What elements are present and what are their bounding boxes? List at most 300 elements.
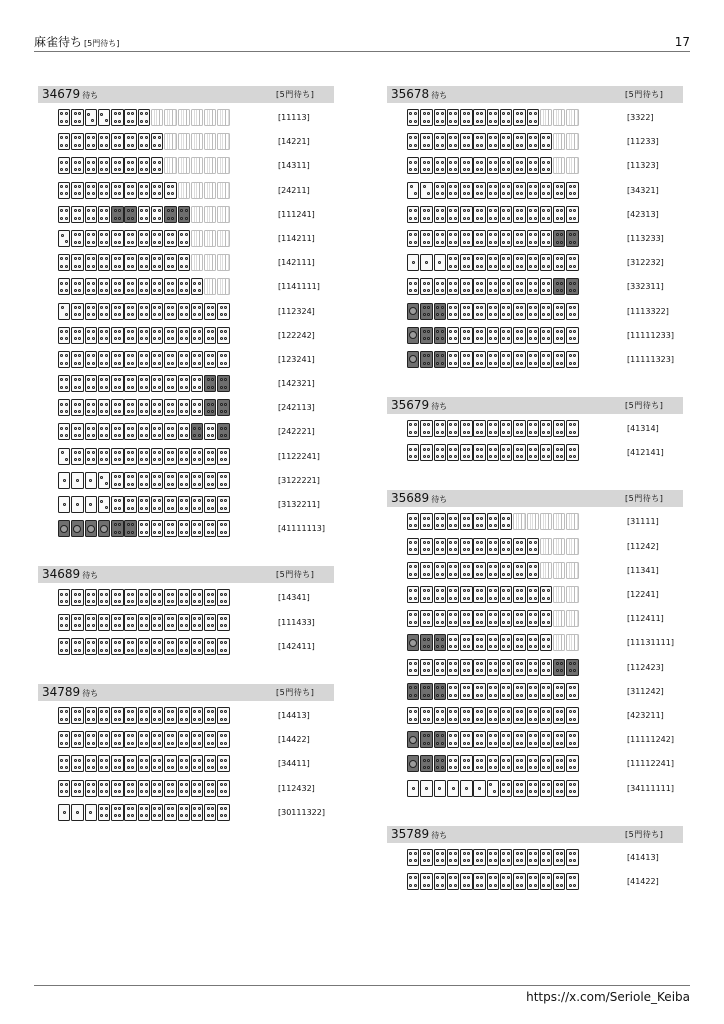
pin-tile-icon	[111, 472, 123, 489]
pin-tile-icon	[151, 230, 163, 247]
pin-tile-icon	[151, 327, 163, 344]
dark-tile-icon	[191, 423, 203, 440]
hand-tiles	[58, 351, 244, 369]
pin-tile-icon	[124, 472, 136, 489]
pin-tile-icon	[85, 755, 97, 772]
hand-tiles	[407, 157, 593, 175]
pin-tile-icon	[124, 303, 136, 320]
pin-tile-icon	[500, 303, 512, 320]
hand-row	[38, 349, 334, 373]
pin-tile-icon	[85, 804, 97, 821]
pin-tile-icon	[487, 634, 499, 651]
group-label: [5門待ち]	[625, 494, 664, 504]
hand-tiles	[407, 707, 593, 725]
pin-tile-icon	[500, 278, 512, 295]
pin-tile-icon	[71, 804, 83, 821]
pin-tile-icon	[151, 303, 163, 320]
pin-tile-icon	[527, 206, 539, 223]
pin-tile-icon	[151, 448, 163, 465]
pin-tile-icon	[527, 133, 539, 150]
pin-tile-icon	[111, 278, 123, 295]
pin-tile-icon	[420, 610, 432, 627]
pin-tile-icon	[58, 589, 70, 606]
pin-tile-icon	[460, 849, 472, 866]
pin-tile-icon	[460, 873, 472, 890]
hand-row	[38, 753, 334, 777]
pin-tile-icon	[71, 375, 83, 392]
hand-code: [122242]	[278, 330, 315, 340]
pin-tile-icon	[85, 638, 97, 655]
pin-tile-icon	[434, 586, 446, 603]
pin-tile-icon	[527, 755, 539, 772]
pin-tile-icon	[420, 849, 432, 866]
pin-tile-icon	[178, 638, 190, 655]
pin-tile-icon	[98, 157, 110, 174]
hand-code: [14341]	[278, 593, 310, 603]
pin-tile-icon	[500, 731, 512, 748]
tile-back-icon	[191, 157, 203, 174]
pin-tile-icon	[164, 731, 176, 748]
pin-tile-icon	[487, 873, 499, 890]
pin-tile-icon	[540, 444, 552, 461]
hand-tiles	[58, 206, 244, 224]
pin-tile-icon	[151, 423, 163, 440]
pin-tile-icon	[500, 133, 512, 150]
pin-tile-icon	[178, 423, 190, 440]
pin-tile-icon	[111, 638, 123, 655]
pin-tile-icon	[85, 375, 97, 392]
pin-tile-icon	[420, 586, 432, 603]
pin-tile-icon	[164, 375, 176, 392]
pin-tile-icon	[138, 109, 150, 126]
pin-tile-icon	[566, 707, 578, 724]
hand-tiles	[58, 133, 244, 151]
wait-group	[38, 684, 334, 826]
group-number: 34679	[42, 87, 81, 101]
pin-tile-icon	[58, 707, 70, 724]
pin-tile-icon	[138, 804, 150, 821]
tile-back-icon	[566, 157, 578, 174]
pin-tile-icon	[138, 589, 150, 606]
pin-tile-icon	[71, 351, 83, 368]
pin-tile-icon	[58, 303, 70, 320]
tile-back-icon	[164, 133, 176, 150]
pin-tile-icon	[138, 182, 150, 199]
pin-tile-icon	[124, 182, 136, 199]
pin-tile-icon	[540, 327, 552, 344]
pin-tile-icon	[178, 731, 190, 748]
pin-tile-icon	[178, 230, 190, 247]
pin-tile-icon	[540, 157, 552, 174]
pin-tile-icon	[447, 230, 459, 247]
pin-tile-icon	[138, 133, 150, 150]
group-number: 35679	[391, 398, 430, 413]
tile-back-icon	[566, 133, 578, 150]
hand-row	[387, 778, 683, 802]
hand-code: [34111111]	[627, 783, 674, 793]
pin-tile-icon	[178, 780, 190, 797]
pin-tile-icon	[138, 614, 150, 631]
pin-tile-icon	[447, 420, 459, 437]
pin-tile-icon	[473, 873, 485, 890]
pin-tile-icon	[447, 731, 459, 748]
pin-tile-icon	[151, 731, 163, 748]
pin-tile-icon	[85, 399, 97, 416]
pin-tile-icon	[513, 586, 525, 603]
hand-row	[38, 705, 334, 729]
pin-tile-icon	[500, 206, 512, 223]
pin-tile-icon	[85, 182, 97, 199]
pin-tile-icon	[500, 157, 512, 174]
pin-tile-icon	[553, 182, 565, 199]
pin-tile-icon	[487, 538, 499, 555]
pin-tile-icon	[527, 610, 539, 627]
pin-tile-icon	[500, 444, 512, 461]
pin-tile-icon	[434, 157, 446, 174]
pin-tile-icon	[164, 254, 176, 271]
pin-tile-icon	[98, 206, 110, 223]
pin-tile-icon	[407, 230, 419, 247]
dark-tile-icon	[434, 327, 446, 344]
hand-tiles	[58, 399, 244, 417]
pin-tile-icon	[98, 230, 110, 247]
tile-back-icon	[540, 513, 552, 530]
tile-back-icon	[178, 182, 190, 199]
hand-tiles	[407, 327, 593, 345]
pin-tile-icon	[447, 562, 459, 579]
group-title	[391, 826, 447, 844]
hand-code: [11111233]	[627, 330, 674, 340]
pin-tile-icon	[420, 659, 432, 676]
dark-one-pin-tile-icon	[71, 520, 83, 537]
pin-tile-icon	[500, 707, 512, 724]
pin-tile-icon	[178, 254, 190, 271]
page-subtitle: [5門待ち]	[84, 39, 120, 48]
pin-tile-icon	[473, 278, 485, 295]
pin-tile-icon	[460, 182, 472, 199]
pin-tile-icon	[407, 254, 419, 271]
pin-tile-icon	[98, 731, 110, 748]
pin-tile-icon	[204, 423, 216, 440]
group-title	[391, 86, 447, 104]
pin-tile-icon	[85, 206, 97, 223]
pin-tile-icon	[460, 206, 472, 223]
pin-tile-icon	[124, 755, 136, 772]
pin-tile-icon	[460, 513, 472, 530]
pin-tile-icon	[460, 109, 472, 126]
dark-one-pin-tile-icon	[407, 327, 419, 344]
wait-group	[38, 566, 334, 660]
pin-tile-icon	[204, 731, 216, 748]
pin-tile-icon	[164, 303, 176, 320]
dark-tile-icon	[553, 659, 565, 676]
pin-tile-icon	[151, 614, 163, 631]
pin-tile-icon	[566, 849, 578, 866]
pin-tile-icon	[71, 423, 83, 440]
pin-tile-icon	[527, 351, 539, 368]
pin-tile-icon	[434, 610, 446, 627]
hand-tiles	[58, 589, 244, 607]
dark-tile-icon	[164, 206, 176, 223]
pin-tile-icon	[98, 133, 110, 150]
hand-tiles	[407, 538, 593, 556]
hand-row	[387, 107, 683, 131]
hand-code: [41422]	[627, 876, 659, 886]
pin-tile-icon	[566, 444, 578, 461]
tile-back-icon	[204, 109, 216, 126]
pin-tile-icon	[191, 327, 203, 344]
pin-tile-icon	[58, 109, 70, 126]
pin-tile-icon	[540, 683, 552, 700]
hand-code: [3122221]	[278, 475, 320, 485]
tile-back-icon	[540, 109, 552, 126]
pin-tile-icon	[500, 659, 512, 676]
pin-tile-icon	[111, 731, 123, 748]
pin-tile-icon	[566, 254, 578, 271]
hand-row	[38, 612, 334, 636]
pin-tile-icon	[540, 731, 552, 748]
pin-tile-icon	[473, 849, 485, 866]
group-header	[38, 566, 334, 583]
pin-tile-icon	[527, 683, 539, 700]
hand-row	[38, 325, 334, 349]
hand-tiles	[407, 849, 593, 867]
pin-tile-icon	[553, 780, 565, 797]
dark-tile-icon	[420, 303, 432, 320]
pin-tile-icon	[111, 448, 123, 465]
tile-back-icon	[566, 586, 578, 603]
pin-tile-icon	[473, 707, 485, 724]
dark-tile-icon	[420, 351, 432, 368]
pin-tile-icon	[447, 610, 459, 627]
hand-code: [34411]	[278, 759, 310, 769]
pin-tile-icon	[98, 804, 110, 821]
pin-tile-icon	[191, 351, 203, 368]
pin-tile-icon	[500, 849, 512, 866]
pin-tile-icon	[434, 849, 446, 866]
pin-tile-icon	[527, 303, 539, 320]
hand-code: [114211]	[278, 233, 315, 243]
pin-tile-icon	[111, 254, 123, 271]
hand-code: [24211]	[278, 185, 310, 195]
hand-row	[38, 421, 334, 445]
pin-tile-icon	[407, 157, 419, 174]
hand-row	[387, 705, 683, 729]
group-suffix: 待ち	[82, 688, 99, 698]
dark-one-pin-tile-icon	[407, 634, 419, 651]
tile-back-icon	[164, 157, 176, 174]
pin-tile-icon	[540, 351, 552, 368]
pin-tile-icon	[540, 278, 552, 295]
dark-tile-icon	[420, 683, 432, 700]
pin-tile-icon	[85, 731, 97, 748]
pin-tile-icon	[58, 399, 70, 416]
pin-tile-icon	[124, 496, 136, 513]
group-header	[38, 86, 334, 103]
pin-tile-icon	[527, 278, 539, 295]
pin-tile-icon	[407, 444, 419, 461]
tile-back-icon	[191, 133, 203, 150]
wait-group	[387, 86, 683, 373]
pin-tile-icon	[124, 638, 136, 655]
pin-tile-icon	[447, 327, 459, 344]
pin-tile-icon	[513, 780, 525, 797]
hand-tiles	[407, 206, 593, 224]
dark-tile-icon	[566, 230, 578, 247]
pin-tile-icon	[407, 707, 419, 724]
hand-tiles	[407, 731, 593, 749]
hand-code: [14422]	[278, 735, 310, 745]
pin-tile-icon	[191, 399, 203, 416]
pin-tile-icon	[447, 659, 459, 676]
pin-tile-icon	[447, 157, 459, 174]
pin-tile-icon	[71, 133, 83, 150]
group-number: 34689	[42, 567, 81, 582]
pin-tile-icon	[111, 423, 123, 440]
hand-tiles	[407, 634, 593, 652]
hand-row	[38, 518, 334, 542]
pin-tile-icon	[124, 804, 136, 821]
tile-back-icon	[204, 206, 216, 223]
hand-code: [123241]	[278, 354, 315, 364]
wait-group	[387, 490, 683, 801]
group-title	[391, 490, 447, 508]
pin-tile-icon	[124, 614, 136, 631]
hand-code: [311242]	[627, 686, 664, 696]
hand-tiles	[58, 780, 244, 798]
pin-tile-icon	[566, 755, 578, 772]
pin-tile-icon	[191, 496, 203, 513]
pin-tile-icon	[487, 230, 499, 247]
pin-tile-icon	[513, 278, 525, 295]
pin-tile-icon	[434, 562, 446, 579]
pin-tile-icon	[447, 849, 459, 866]
hand-row	[38, 107, 334, 131]
hand-row	[38, 131, 334, 155]
pin-tile-icon	[420, 707, 432, 724]
dark-one-pin-tile-icon	[98, 520, 110, 537]
pin-tile-icon	[540, 586, 552, 603]
footer-url[interactable]: https://x.com/Seriole_Keiba	[526, 990, 690, 1004]
pin-tile-icon	[473, 109, 485, 126]
pin-tile-icon	[138, 472, 150, 489]
pin-tile-icon	[111, 399, 123, 416]
pin-tile-icon	[527, 254, 539, 271]
hand-row	[387, 442, 683, 466]
pin-tile-icon	[553, 303, 565, 320]
tile-back-icon	[566, 634, 578, 651]
pin-tile-icon	[217, 448, 229, 465]
tile-back-icon	[217, 182, 229, 199]
tile-back-icon	[217, 278, 229, 295]
pin-tile-icon	[111, 614, 123, 631]
pin-tile-icon	[58, 254, 70, 271]
pin-tile-icon	[460, 562, 472, 579]
group-number: 35689	[391, 491, 430, 506]
tile-back-icon	[191, 206, 203, 223]
pin-tile-icon	[434, 109, 446, 126]
pin-tile-icon	[447, 634, 459, 651]
pin-tile-icon	[553, 707, 565, 724]
pin-tile-icon	[447, 351, 459, 368]
hand-tiles	[407, 278, 593, 296]
pin-tile-icon	[138, 780, 150, 797]
pin-tile-icon	[111, 707, 123, 724]
pin-tile-icon	[460, 610, 472, 627]
dark-one-pin-tile-icon	[85, 520, 97, 537]
group-suffix: 待ち	[431, 495, 448, 505]
hand-code: [423211]	[627, 710, 664, 720]
pin-tile-icon	[447, 254, 459, 271]
pin-tile-icon	[527, 157, 539, 174]
pin-tile-icon	[71, 230, 83, 247]
group-title	[42, 86, 98, 104]
pin-tile-icon	[473, 254, 485, 271]
hand-tiles	[58, 327, 244, 345]
pin-tile-icon	[434, 513, 446, 530]
pin-tile-icon	[151, 133, 163, 150]
pin-tile-icon	[473, 780, 485, 797]
pin-tile-icon	[217, 780, 229, 797]
pin-tile-icon	[164, 182, 176, 199]
hand-code: [3132211]	[278, 500, 320, 509]
tile-back-icon	[566, 109, 578, 126]
hand-code: [34321]	[627, 185, 659, 195]
pin-tile-icon	[138, 254, 150, 271]
pin-tile-icon	[420, 513, 432, 530]
pin-tile-icon	[151, 638, 163, 655]
pin-tile-icon	[566, 182, 578, 199]
pin-tile-icon	[98, 375, 110, 392]
pin-tile-icon	[473, 731, 485, 748]
group-number: 34789	[42, 684, 81, 699]
hand-code: [242113]	[278, 403, 315, 413]
pin-tile-icon	[500, 351, 512, 368]
pin-tile-icon	[434, 538, 446, 555]
tile-back-icon	[553, 109, 565, 126]
pin-tile-icon	[217, 520, 229, 537]
pin-tile-icon	[217, 804, 229, 821]
pin-tile-icon	[71, 472, 83, 489]
pin-tile-icon	[487, 586, 499, 603]
pin-tile-icon	[111, 780, 123, 797]
hand-code: [112432]	[278, 783, 315, 793]
group-label: [5門待ち]	[625, 829, 664, 839]
pin-tile-icon	[434, 254, 446, 271]
pin-tile-icon	[513, 731, 525, 748]
dark-tile-icon	[420, 327, 432, 344]
pin-tile-icon	[124, 230, 136, 247]
hand-code: [112423]	[627, 662, 664, 672]
hand-row	[387, 536, 683, 560]
pin-tile-icon	[85, 230, 97, 247]
pin-tile-icon	[204, 303, 216, 320]
pin-tile-icon	[500, 182, 512, 199]
dark-tile-icon	[434, 755, 446, 772]
pin-tile-icon	[151, 375, 163, 392]
pin-tile-icon	[71, 448, 83, 465]
dark-one-pin-tile-icon	[58, 520, 70, 537]
group-label: [5門待ち]	[276, 90, 315, 99]
group-label: [5門待ち]	[625, 401, 664, 411]
hand-code: [113233]	[627, 233, 664, 243]
pin-tile-icon	[217, 731, 229, 748]
pin-tile-icon	[553, 683, 565, 700]
pin-tile-icon	[58, 423, 70, 440]
page-title	[34, 35, 119, 51]
pin-tile-icon	[178, 375, 190, 392]
tile-back-icon	[540, 538, 552, 555]
